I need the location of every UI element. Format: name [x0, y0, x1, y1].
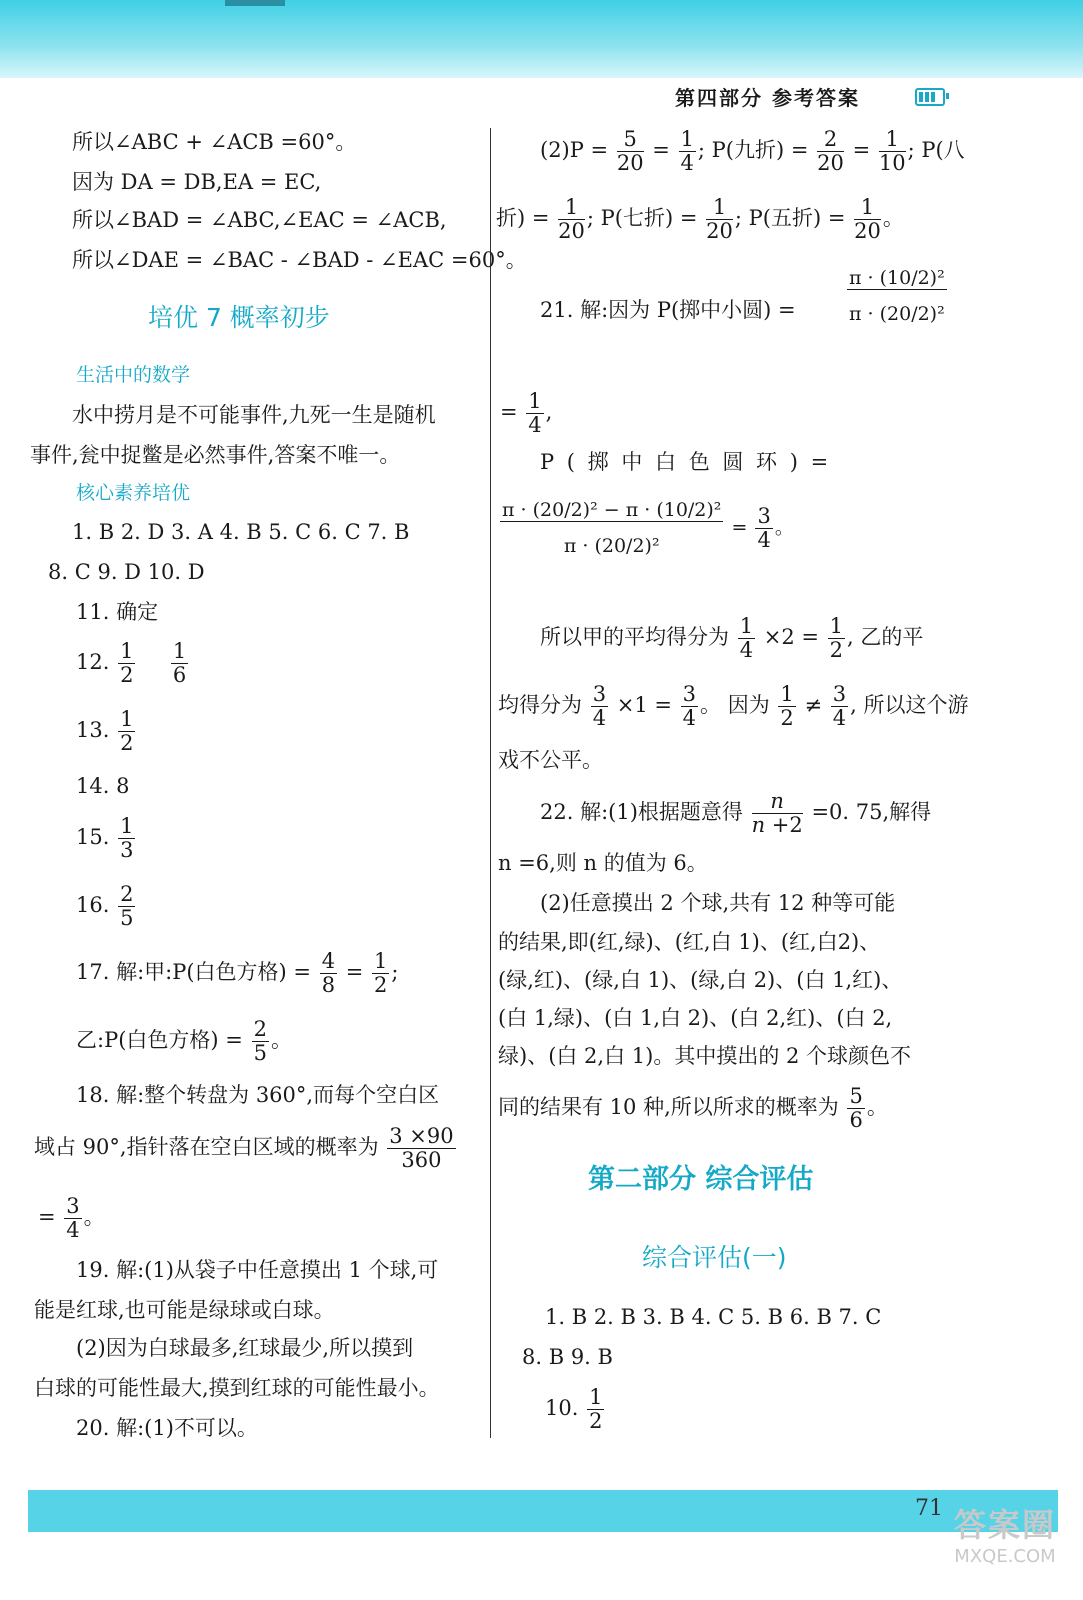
answer-18a: 18. 解:整个转盘为 360°,而每个空白区 [76, 1083, 440, 1107]
line-1: 所以∠ABC + ∠ACB =60°。 [72, 130, 357, 154]
answer-12: 12. $\frac{1}{2}$ $\frac{1}{6}$ [76, 639, 187, 688]
answer-22a: 22. 解:(1)根据题意得 $\frac{n}{n +2}$ =0. 75,解得 [540, 789, 932, 838]
answer-22h: 同的结果有 10 种,所以所求的概率为 $\frac{5}{6}$ 。 [498, 1084, 888, 1133]
right-line-1: (2)P = $\frac{5}{20}$ = $\frac{1}{4}$ ; P(九折) = $\frac{2}{20}$ = $\frac{1}{10}$ ; P(八 [540, 127, 965, 176]
answer-22f: (白 1,绿)、(白 1,白 2)、(白 2,红)、(白 2, [498, 1006, 893, 1030]
answer-19d: 白球的可能性最大,摸到红球的可能性最小。 [34, 1376, 440, 1400]
eval-mc-1: 1. B 2. B 3. B 4. C 5. B 6. B 7. C [545, 1305, 882, 1329]
column-divider [490, 128, 491, 1438]
evaluation-title: 综合评估(一) [642, 1243, 787, 1272]
answer-20: 20. 解:(1)不可以。 [76, 1416, 258, 1440]
mc-answers-1: 1. B 2. D 3. A 4. B 5. C 6. C 7. B [72, 520, 410, 544]
subsection-core: 核心素养培优 [76, 482, 191, 504]
answer-17b: 乙:P(白色方格) = $\frac{2}{5}$ 。 [76, 1017, 292, 1066]
answer-14: 14. 8 [76, 774, 130, 798]
page-number: 71 [915, 1496, 943, 1521]
answer-11: 11. 确定 [76, 600, 159, 624]
answer-16: 16. $\frac{2}{5}$ [76, 882, 134, 931]
section-title: 培优 7 概率初步 [148, 303, 330, 332]
subsection-life-math: 生活中的数学 [76, 364, 191, 386]
answer-22b: n =6,则 n 的值为 6。 [498, 851, 708, 875]
answer-21-ring: P ( 掷 中 白 色 圆 环 ) = [540, 450, 829, 474]
answer-22e: (绿,红)、(绿,白 1)、(绿,白 2)、(白 1,红)、 [498, 968, 903, 992]
answer-21-conclusion: 戏不公平。 [498, 748, 603, 772]
answer-21: 21. 解:因为 P(掷中小圆) = [540, 298, 796, 322]
answer-21-score: 所以甲的平均得分为 $\frac{1}{4}$ ×2 = $\frac{1}{2}$ , 乙的平 [540, 614, 924, 663]
para-1b: 事件,瓮中捉鳖是必然事件,答案不唯一。 [30, 443, 401, 467]
watermark: 答案圈 MXQE.COM [953, 1506, 1056, 1567]
answer-21-score-2: 均得分为 $\frac{3}{4}$ ×1 = $\frac{3}{4}$ 。 因为 $\frac{1}{2}$ ≠ $\frac{3}{4}$ , 所以这个游 [498, 682, 969, 731]
answer-21-result: = $\frac{1}{4}$ , [500, 389, 553, 438]
line-4: 所以∠DAE = ∠BAC - ∠BAD - ∠EAC =60°。 [72, 248, 527, 272]
mc-answers-2: 8. C 9. D 10. D [48, 560, 205, 584]
answer-22c: (2)任意摸出 2 个球,共有 12 种等可能 [540, 891, 896, 915]
line-3: 所以∠BAD = ∠ABC,∠EAC = ∠ACB, [72, 208, 447, 232]
answer-19a: 19. 解:(1)从袋子中任意摸出 1 个球,可 [76, 1258, 439, 1282]
answer-15: 15. $\frac{1}{3}$ [76, 814, 134, 863]
bottom-banner [28, 1490, 1058, 1532]
answer-22d: 的结果,即(红,绿)、(红,白 1)、(红,白2)、 [498, 930, 881, 954]
line-2: 因为 DA = DB,EA = EC, [72, 170, 322, 194]
answer-13: 13. $\frac{1}{2}$ [76, 707, 134, 756]
answer-21-fraction: $\frac{\text{π · (10/2)²}}{\text{π · (20/2)²}}$ [849, 267, 945, 325]
answer-19b: 能是红球,也可能是绿球或白球。 [34, 1298, 335, 1322]
answer-22g: 绿)、(白 2,白 1)。其中摸出的 2 个球颜色不 [498, 1044, 912, 1068]
eval-mc-2: 8. B 9. B [522, 1345, 613, 1369]
answer-21-ring-fraction: $\frac{\text{π · (20/2)² − π · (10/2)²}}{\text{π · (20/2)²}}$ = $\frac{3}{4}$ 。 [502, 499, 794, 557]
answer-18b: 域占 90°,指针落在空白区域的概率为 $\frac{3 \times 90}{360}$ [34, 1124, 454, 1173]
para-1a: 水中捞月是不可能事件,九死一生是随机 [72, 403, 436, 427]
answer-17: 17. 解:甲:P(白色方格) = $\frac{4}{8}$ = $\frac{1}{2}$ ; [76, 949, 399, 998]
battery-icon [915, 88, 945, 106]
right-line-2: 折) = $\frac{1}{20}$ ; P(七折) = $\frac{1}{20}$ ; P(五折) = $\frac{1}{20}$ 。 [496, 195, 904, 244]
top-banner [0, 0, 1083, 78]
header-label: 第四部分 参考答案 [675, 86, 860, 110]
answer-18c: = $\frac{3}{4}$ 。 [38, 1194, 105, 1243]
part-title: 第二部分 综合评估 [588, 1164, 814, 1195]
eval-answer-10: 10. $\frac{1}{2}$ [545, 1385, 603, 1434]
answer-19c: (2)因为白球最多,红球最少,所以摸到 [76, 1336, 414, 1360]
